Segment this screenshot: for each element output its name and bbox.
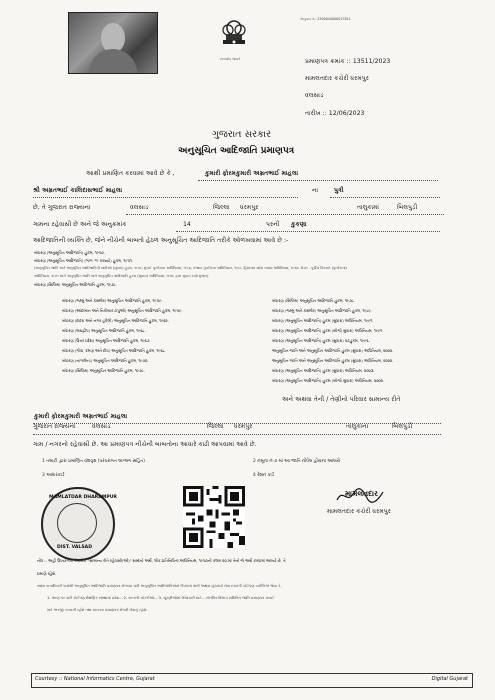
tribe-line: આદિજાતિની વ્યક્તિ છે, જેને નીચેની બાબતો હેઠળ અનુસૂચિત આદિજાતિ તરીકે ઓળખવામાં આવે છે :- — [33, 237, 289, 244]
district: વલસાડ — [130, 204, 149, 211]
order-r3: બંધારણ (અનુસૂચિત આદિજાતિ) હુકમ (સુધારા) અધિનિયમ, ૧૯૯૧. — [272, 318, 374, 323]
cert-number: 13511/2023 — [352, 58, 391, 65]
order-11: બંધારણ (નાગાલેન્ડ) અનુસૂચિત આદિજાતિ હુકમ, ૧૯૭૦. — [62, 358, 149, 363]
order-r6: અનુસૂચિત જાતિ અને અનુસૂચિત આદિજાતિ હુકમ (સુધારા) અધિનિયમ, ૨૦૦૨. — [272, 348, 394, 353]
cert-title: અનુસૂચિત આદિજાતિ પ્રમાણપત્ર — [178, 146, 295, 156]
stamp-top-text: MAMLATDAR DHARAMPUR — [49, 495, 117, 500]
order-3: (અનુસૂચિત જાતિ અને અનુસૂચિત આદિજાતિની યાદીઓ (સુધારા) હુકમ, ૧૯૫૬. મુંબઈ પુનર્રચના અધિનિયમ, ૧૯૬૦, પંજાબ પુનર્રચના અધિનિયમ, ૧૯૬૬. હિમાચલ પ્રદેશ રાજ્ય અધિનિયમ, ૧૯૭૦. ઉત્તર - પૂર્વીય વિસ્તારો (પુનર્રચના) — [34, 266, 347, 270]
relation: પુત્રી — [334, 187, 344, 194]
state-prefix-2: ગુજરાત રાજ્યના — [33, 423, 76, 430]
order-r5: બંધારણ (અનુસૂચિત આદિજાતિ) હુકમ (સુધારા) વટહુકમ, ૧૯૯૬. — [272, 338, 370, 343]
footer-bar — [31, 673, 473, 688]
holder-name-2: કુમારી ફોરમકુમારી અમ્રતભાઈ માહલા — [34, 413, 128, 420]
family-suffix: અને અથવા તેની / તેણીનો પરિવાર સામાન્ય રીતે — [282, 396, 401, 403]
village: બિલપુડી — [397, 204, 418, 211]
official-stamp — [41, 487, 115, 561]
taluka-label: તાલુકામાં — [357, 204, 380, 211]
footer-left: Courtesy :: National Informatics Centre, Gujarat — [35, 676, 155, 682]
village-prefix: ગામના રહેવાસી છે અને જે અનુક્રમાંક — [33, 221, 127, 228]
doc-4: 4 રેશન કાર્ડ — [253, 473, 275, 478]
district-label-2: જિલ્લા — [207, 423, 224, 430]
basis-line: ગામ / નગરનો રહેવાસી છે. આ પ્રમાણપત્ર નીચેની બાબતોના આધારે કાઢી આપવામાં આવે છે. — [33, 441, 257, 448]
issue-date: 12/06/2023 — [328, 110, 365, 117]
gov-title: ગુજરાત સરકાર — [212, 129, 272, 140]
village-2: બિલપુડી — [392, 423, 413, 430]
taluka-label-2: તાલુકાના — [346, 423, 369, 430]
order-r4: બંધારણ (અનુસૂચિત આદિજાતિ) હુકમ (બીજો સુધારા) અધિનિયમ, ૧૯૯૧. — [272, 328, 384, 333]
note-2: સક્ષમ સત્તાધિકારી પાસેથી અનુસૂચિત આદિજાતિ પ્રમાણપત્ર મેળવ્યા પછી અનુસૂચિત આદિજાતિઓને ઉપલબ્ધ થતી અથવા છૂટછાટો લેવા ઇચ્છતી કોઈપણ વ્યક્તિએ જેવા કે, — [37, 584, 282, 588]
note-1: નોંધ :- અહીં ઉપયોગમાં લેવાયેલ "સામાન્ય રીતે રહેવાસી(ઓ)" શબ્દનો અર્થ, લોક-પ્રતિનિધિત્વ અધિનિયમ, ૧૯૫૦ની કલમ ૨૦-માં તેનો જે અર્થ કરવામાં આવ્યો છે, તે — [37, 558, 286, 563]
note-3: 1. ધોરણ ૧૦ પછી કોઈપણ શૈક્ષણિક સંસ્થામાં પ્રવેશ... 2. સરકારી નોકરીઓ... 3. ચૂંટણીઓમાં ઉમેદવારી માટે... સંબંધિત વિભાગ સમિતિને જાતિ પ્રમાણપત્ર ખરાઈ — [47, 596, 274, 600]
applicant-photo — [68, 12, 158, 74]
emblem-caption: સત્યમેવ જયતે — [220, 57, 241, 61]
order-1: બંધારણ (અનુસૂચિત આદિજાતિ) હુકમ, ૧૯૫૦. — [34, 250, 105, 255]
order-7: બંધારણ (દાદરા અને નગર હવેલી) અનુસૂચિત આદિજાતિ હુકમ, ૧૯૬૨. — [62, 318, 169, 323]
order-r1: બંધારણ (સિક્કિમ) અનુસૂચિત આદિજાતિ હુકમ, ૧૯૭૮. — [272, 298, 355, 303]
father-name: શ્રી અમ્રતભાઈ કાલિદાસભાઈ માહલા — [33, 187, 123, 194]
order-5: બંધારણ (જમ્મુ અને કાશ્મીર) અનુસૂચિત આદિજાતિ હુકમ, ૧૯૫૯. — [62, 298, 163, 303]
order-10: બંધારણ (ગોવા, દમણ અને દીવ) અનુસૂચિત આદિજાતિ હુકમ, ૧૯૬૮. — [62, 348, 166, 353]
taluka: ધરમપુર — [240, 204, 259, 211]
district-label: જિલ્લા — [213, 204, 230, 211]
order-9: બંધારણ (ઉત્તર પ્રદેશ) અનુસૂચિત આદિજાતિ હુકમ, ૧૯૬૭. — [62, 338, 151, 343]
order-8: બંધારણ (લક્ષદ્વીપ) અનુસૂચિત આદિજાતિ હુકમ, ૧૯૬૮. — [62, 328, 146, 333]
order-r2: બંધારણ (જમ્મુ અને કાશ્મીર) અનુસૂચિત આદિજાતિ હુકમ, ૧૯૮૯. — [272, 308, 372, 313]
order-r9: બંધારણ (અનુસૂચિત આદિજાતિ) હુકમ (બીજો સુધારા) અધિનિયમ, ૨૦૦૨. — [272, 378, 385, 383]
tribe: કુકણા — [291, 221, 307, 228]
serial: 14 — [183, 221, 191, 228]
date-row: તારીખ :: 12/06/2023 — [305, 110, 365, 117]
stamp-bottom-text: DIST. VALSAD — [57, 545, 93, 550]
order-12: બંધારણ (સિક્કિમ) અનુસૂચિત આદિજાતિ હુકમ, ૧૯૭૮. — [62, 368, 145, 373]
order-extra: બંધારણ (સિક્કિમ) અનુસૂચિત આદિજાતિ હુકમ, ૧૯૭૮. — [34, 282, 117, 287]
note-1b: પ્રમાણે રહેશે. — [37, 571, 57, 576]
holder-name: કુમારી ફોરમકુમારી અમ્રતભાઈ માહલા — [205, 170, 299, 177]
national-emblem-icon — [219, 14, 249, 56]
serial-suffix: પરની — [266, 221, 280, 228]
order-2: બંધારણ (અનુસૂચિત આદિજાતિ) (ભાગ 'ગ' રાજ્યો) હુકમ, ૧૯૫૧. — [34, 258, 134, 263]
signature-office: મામલતદાર કચેરી ધરમપુર — [327, 508, 391, 515]
order-4: અધિનિયમ, ૧૯૭૧ અને અનુસૂચિત જાતિ અને અનુસૂચિત આદિજાતિ હુકમ (સુધારા) અધિનિયમ, ૧૯૭૬ દ્વારા સુધારા કર્યા મુજબ) — [34, 274, 209, 278]
doc-1: 1 તલાટી દ્વારા પ્રમાણિત વંશવૃક્ષ (પરંપરાગત લાગ્લગ સહિત) — [42, 459, 145, 464]
doc-2: 2 નમૂના નં-૭ માં આ જાતિ નોંધેલ હોવાના આધારો — [253, 459, 341, 464]
footer-right: Digital Gujarat — [431, 676, 468, 682]
doc-3: 3 આધારકાર્ડ — [42, 473, 65, 478]
district-2: વલસાડ — [92, 423, 111, 430]
office-line-1: મામલતદાર કચેરી ધરમપુર — [305, 75, 369, 82]
relation-connector: ના — [312, 187, 319, 194]
certify-prefix: આથી પ્રમાણિત કરવામાં આવે છે કે , — [86, 170, 175, 177]
order-6: બંધારણ (આંદામાન અને નિકોબાર ટાપુઓ) અનુસૂચિત આદિજાતિ હુકમ, ૧૯૫૯. — [62, 308, 183, 313]
cert-number-label: પ્રમાણપત્ર ક્રમાંક :: 13511/2023 — [305, 58, 391, 65]
photo-body — [89, 49, 137, 73]
order-r7: અનુસૂચિત જાતિ અને અનુસૂચિત આદિજાતિ હુકમ (સુધારા) અધિનિયમ, ૨૦૦૨. — [272, 358, 394, 363]
state-prefix: છે, તે ગુજરાત રાજ્યના — [33, 204, 91, 211]
signature-text: મામલતદાર — [345, 489, 378, 498]
stamp-emblem-icon — [57, 503, 97, 543]
qr-code-icon — [183, 486, 245, 548]
taluka-2: ધરમપુર — [234, 423, 253, 430]
office-line-2: વલસાડ — [305, 92, 324, 99]
note-4: માટે અરજી કરવાની રહેશે તથા માન્યતા પ્રમાણપત્ર મેળવી લેવાનું રહેશે. — [47, 608, 148, 612]
serial-number: અનુક્રમ નં.: 2300044000013511 — [300, 17, 351, 21]
order-r8: બંધારણ (અનુસૂચિત આદિજાતિ) હુકમ (સુધારા) અધિનિયમ, ૨૦૦૩. — [272, 368, 375, 373]
